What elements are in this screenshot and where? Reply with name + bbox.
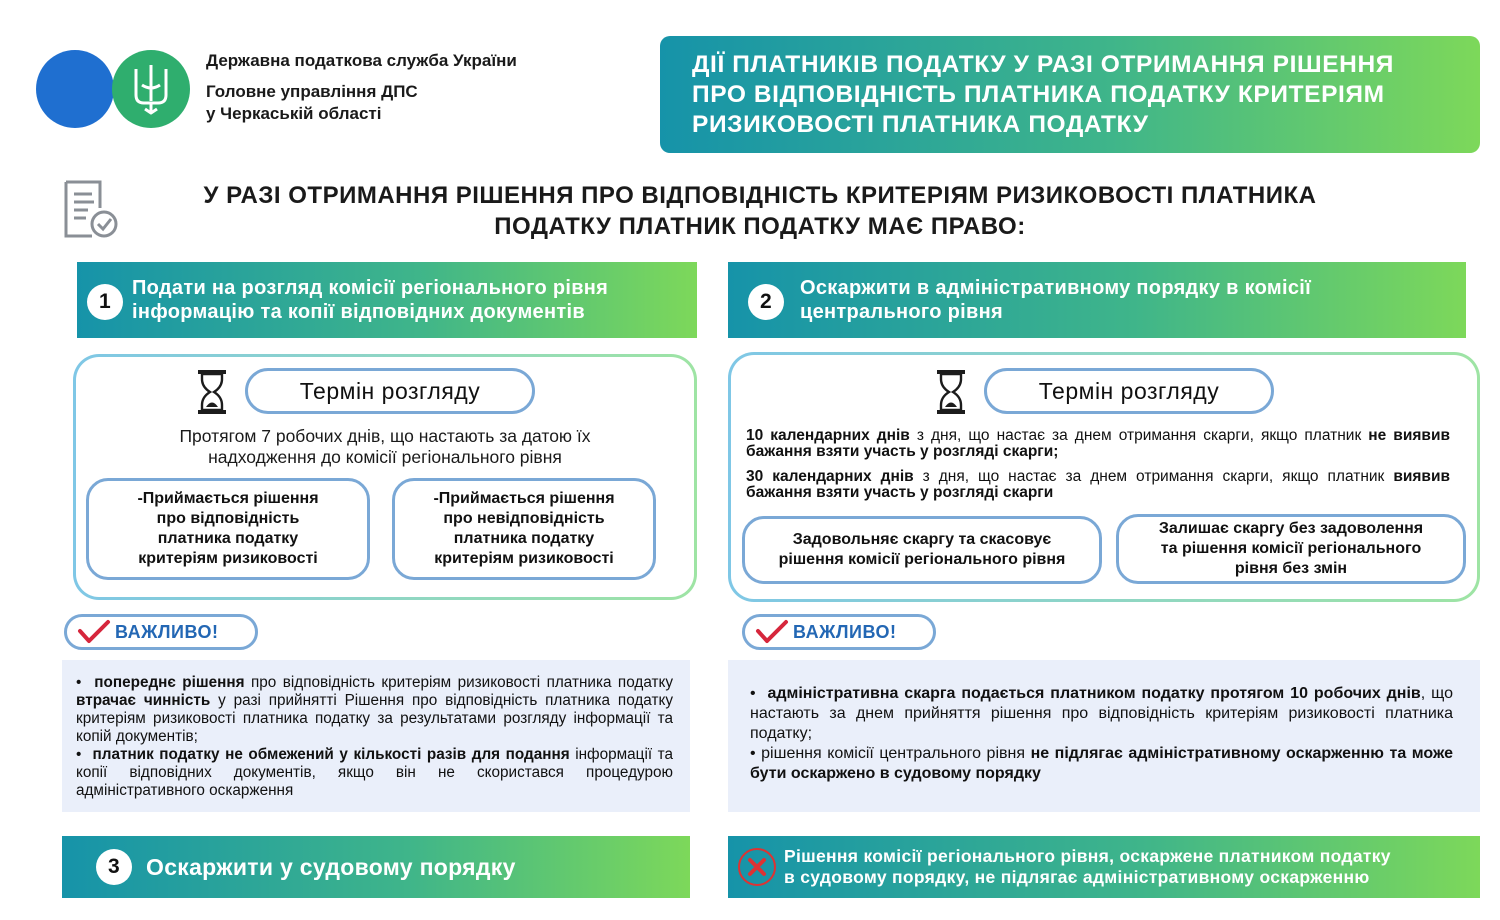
section-3-header — [62, 836, 690, 898]
term-description-1-line-1: Протягом 7 робочих днів, що настають за датою їх — [179, 426, 591, 446]
outcome-box-compliance-line-2: про відповідність — [156, 510, 300, 527]
term-30-days-condition: виявив бажання взяти участь у розгляді скарги — [746, 468, 1450, 501]
section-3-number: 3 — [96, 849, 132, 885]
section-2-title-line-2: центрального рівня — [800, 301, 1003, 323]
outcome-box-satisfy — [742, 516, 1102, 584]
note-1-bullet-b: • — [76, 746, 82, 763]
section-1-title-line-1: Подати на розгляд комісії регіонального рівня — [132, 277, 609, 299]
outcome-box-noncompliance — [392, 478, 656, 580]
important-note-2-point-2 — [750, 744, 1453, 784]
outcome-box-noncompliance-line-4: критеріям ризиковості — [434, 550, 614, 567]
banner-line-2: ПРО ВІДПОВІДНІСТЬ ПЛАТНИКА ПОДАТКУ КРИТЕРІЯМ — [692, 81, 1385, 108]
header-banner — [660, 36, 1480, 153]
footer-note-line-1: Рішення комісії регіонального рівня, оскаржене платником податку — [784, 846, 1391, 866]
prohibited-icon — [738, 848, 776, 886]
important-badge-2-label: ВАЖЛИВО! — [793, 621, 897, 642]
note-2-bullet-b: • — [750, 745, 756, 762]
section-2-header — [728, 262, 1466, 338]
term-30-days — [746, 469, 1450, 501]
outcome-box-compliance — [86, 478, 370, 580]
note-1-c-bold: платник податку не обмежений у кількості разів для подання — [92, 746, 570, 763]
outcome-box-reject-line-3: рівня без змін — [1234, 560, 1348, 577]
trident-logo — [112, 50, 190, 128]
main-title — [120, 180, 1400, 242]
term-30-days-bold: 30 календарних днів — [746, 468, 914, 485]
note-1-a-bold: попереднє рішення — [94, 674, 245, 691]
outcome-box-compliance-line-4: критеріям ризиковості — [138, 550, 318, 567]
note-2-bullet-a: • — [750, 685, 756, 702]
banner-line-1: ДІЇ ПЛАТНИКІВ ПОДАТКУ У РАЗІ ОТРИМАННЯ РІШЕННЯ — [692, 51, 1394, 78]
term-10-days-text: з дня, що настає за днем отримання скарги, якщо платник — [909, 427, 1369, 444]
section-1-title-line-2: інформацію та копії відповідних документів — [132, 301, 585, 323]
section-1-title — [132, 276, 608, 324]
outcome-box-noncompliance-line-3: платника податку — [453, 530, 595, 547]
outcome-box-reject-line-1: Залишає скаргу без задоволення — [1158, 520, 1424, 537]
note-1-b-bold: втрачає чинність — [76, 692, 211, 709]
logo-blue-circle — [36, 50, 114, 128]
trident-icon — [128, 61, 174, 117]
banner-line-3: РИЗИКОВОСТІ ПЛАТНИКА ПОДАТКУ — [692, 111, 1149, 138]
important-note-2 — [728, 660, 1480, 812]
important-note-2-point-1 — [750, 684, 1453, 744]
outcome-box-reject-line-2: та рішення комісії регіонального — [1160, 540, 1422, 557]
document-check-icon — [60, 178, 122, 242]
important-badge-1-label: ВАЖЛИВО! — [115, 621, 219, 642]
note-1-bullet-a: • — [76, 674, 82, 691]
note-1-b-text: у разі прийнятті Рішення про відповідність платника податку критеріям ризиковості платника податку за результатами розгляду інформації та копій документів; — [76, 692, 673, 745]
outcome-box-noncompliance-line-1: -Приймається рішення — [433, 490, 615, 507]
note-2-b-text: рішення комісії центрального рівня — [755, 745, 1031, 762]
important-note-1-point-1 — [76, 674, 673, 746]
note-1-a-text: про відповідність критеріям ризиковості платника податку — [244, 674, 674, 691]
organization-name — [206, 50, 517, 125]
important-note-1 — [62, 660, 690, 812]
outcome-box-reject — [1116, 514, 1466, 584]
main-title-line-2: ПОДАТКУ ПЛАТНИК ПОДАТКУ МАЄ ПРАВО: — [494, 213, 1026, 240]
term-title-pill-2: Термін розгляду — [984, 368, 1274, 414]
org-line-2: Головне управління ДПС — [206, 82, 418, 101]
note-1-c-text: інформації та копії відповідних документів, якщо він не скористався процедурою адміністративного оскарження — [76, 746, 673, 799]
section-2-title — [800, 276, 1311, 324]
important-badge-2 — [742, 614, 936, 650]
term-10-days — [746, 428, 1450, 460]
term-10-days-bold: 10 календарних днів — [746, 427, 910, 444]
section-2-title-line-1: Оскаржити в адміністративному порядку в комісії — [800, 277, 1312, 299]
note-2-a-text: , що настають за днем прийняття рішення про відповідність критеріям ризиковості платника податку; — [750, 685, 1453, 742]
section-1-number: 1 — [87, 284, 123, 320]
outcome-box-satisfy-line-2: рішення комісії регіонального рівня — [778, 551, 1066, 568]
footer-note-banner — [728, 836, 1480, 898]
org-line-3: у Черкаській області — [206, 104, 382, 123]
term-title-pill-1: Термін розгляду — [245, 368, 535, 414]
hourglass-icon — [935, 369, 967, 415]
term-30-days-text: з дня, що настає за днем отримання скарги, якщо платник — [913, 468, 1394, 485]
term-description-1-line-2: надходження до комісії регіонального рівня — [208, 447, 562, 467]
org-line-1: Державна податкова служба України — [206, 51, 517, 70]
footer-note-line-2: в судовому порядку, не підлягає адміністративному оскарженню — [784, 867, 1370, 887]
check-mark-icon — [755, 619, 789, 645]
important-badge-1 — [64, 614, 258, 650]
check-mark-icon — [77, 619, 111, 645]
section-2-number: 2 — [748, 284, 784, 320]
term-description-1 — [86, 426, 684, 468]
outcome-box-noncompliance-line-2: про невідповідність — [443, 510, 605, 527]
outcome-box-satisfy-line-1: Задовольняє скаргу та скасовує — [792, 531, 1052, 548]
term-10-days-condition: не виявив бажання взяти участь у розгляді скарги; — [746, 427, 1450, 460]
note-2-a-bold: адміністративна скарга подається платником податку протягом 10 робочих днів — [767, 685, 1421, 702]
x-icon — [747, 857, 767, 877]
outcome-box-compliance-line-3: платника податку — [157, 530, 299, 547]
important-note-1-point-2 — [76, 746, 673, 800]
term-description-2 — [746, 428, 1450, 510]
main-title-line-1: У РАЗІ ОТРИМАННЯ РІШЕННЯ ПРО ВІДПОВІДНІСТЬ КРИТЕРІЯМ РИЗИКОВОСТІ ПЛАТНИКА — [203, 182, 1317, 209]
note-2-b-bold: не підлягає адміністративному оскарженню та може бути оскаржено в судовому порядку — [750, 745, 1454, 782]
outcome-box-compliance-line-1: -Приймається рішення — [137, 490, 319, 507]
footer-note-text — [784, 846, 1391, 888]
section-1-header — [77, 262, 697, 338]
section-3-title: Оскаржити у судовому порядку — [146, 854, 516, 880]
hourglass-icon — [196, 369, 228, 415]
